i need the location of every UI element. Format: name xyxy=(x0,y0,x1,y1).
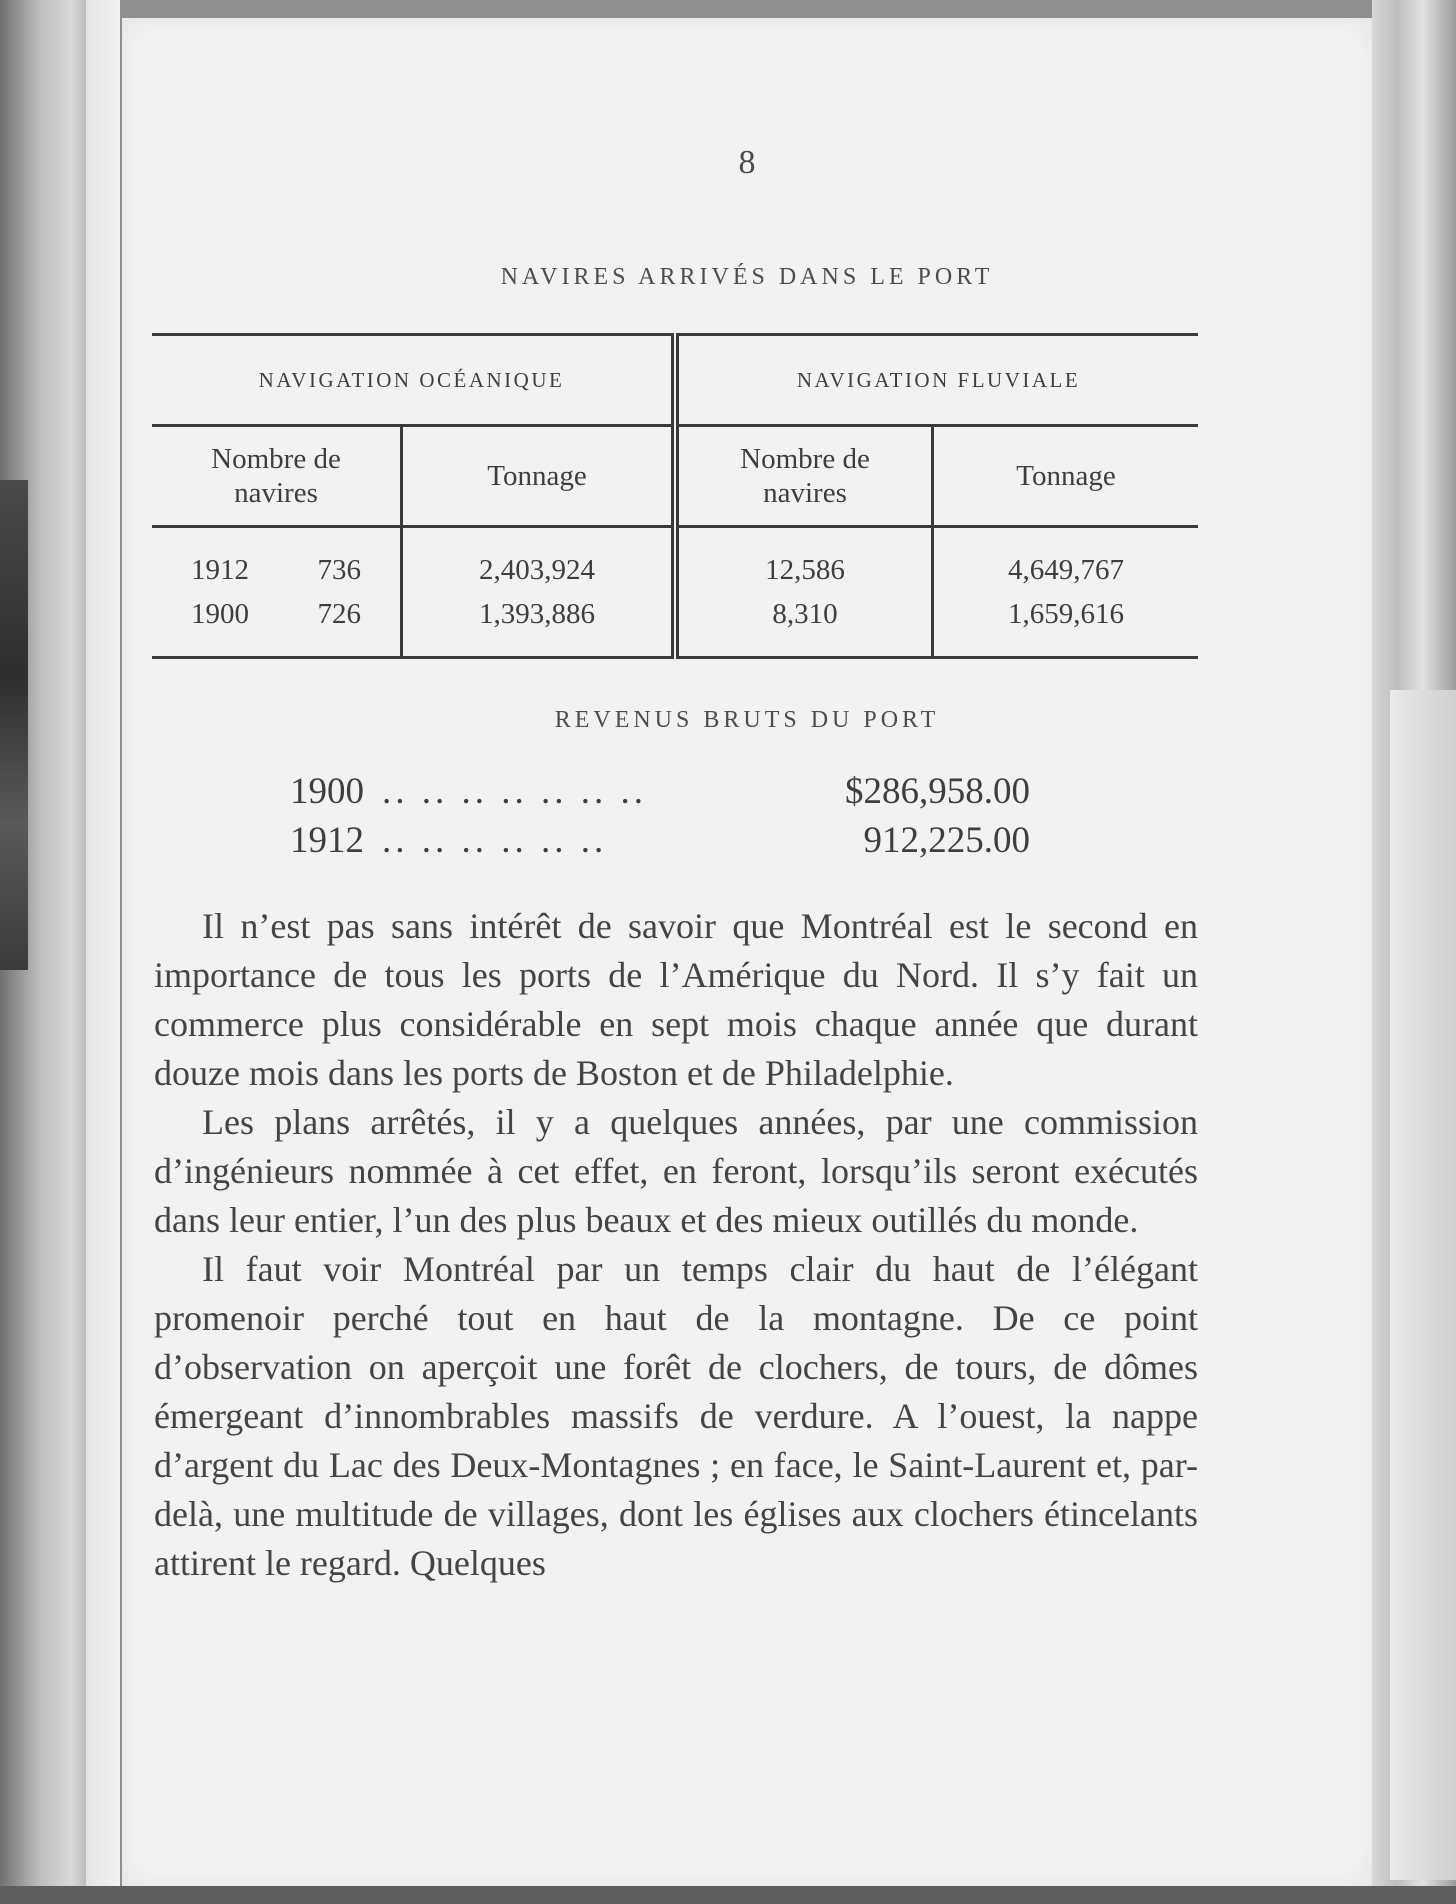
cell-river-ships: 12,586 xyxy=(675,527,933,593)
table-row xyxy=(152,527,1198,593)
cell-river-ships: 8,310 xyxy=(675,592,933,658)
left-page-photo-fragment xyxy=(0,480,28,970)
group-header-ocean: NAVIGATION OCÉANIQUE xyxy=(152,335,675,426)
cell-ocean-ships: 1900 726 xyxy=(152,592,402,658)
leader-dots: .. .. .. .. .. .. xyxy=(382,820,608,861)
group-header-river: NAVIGATION FLUVIALE xyxy=(675,335,1198,426)
col-header-ocean-tonnage: Tonnage xyxy=(402,426,676,527)
book-page xyxy=(122,18,1372,1886)
cell-river-tonnage: 1,659,616 xyxy=(1008,597,1124,630)
revenue-year: 1900 xyxy=(290,771,364,812)
list-item xyxy=(290,819,1030,868)
col-header-ocean-ships: Nombre de navires xyxy=(152,426,402,527)
list-item xyxy=(290,770,1030,819)
revenue-year: 1912 xyxy=(290,820,364,861)
body-text xyxy=(154,902,1198,1588)
cell-ocean-tonnage: 2,403,924 xyxy=(402,527,676,593)
col-header-river-ships: Nombre de navires xyxy=(675,426,933,527)
page-number: 8 xyxy=(738,144,756,181)
revenue-amount: $286,958.00 xyxy=(845,771,1030,812)
page-gutter xyxy=(86,0,120,1904)
revenue-list xyxy=(290,770,1030,868)
col-header-river-tonnage: Tonnage xyxy=(933,426,1199,527)
table-row xyxy=(152,592,1198,658)
ships-table-title: NAVIRES ARRIVÉS DANS LE PORT xyxy=(500,264,994,290)
paragraph: Les plans arrêtés, il y a quelques années, par une commission d’ingénieurs nommée à cet effet, en feront, lorsqu’ils seront exécutés dans leur entier, l’un des plus beaux et des mieux outillés du monde. xyxy=(154,1102,1198,1240)
bottom-edge xyxy=(0,1886,1456,1904)
ships-arrived-table xyxy=(152,333,1198,659)
right-book-pages xyxy=(1390,690,1456,1880)
leader-dots: .. .. .. .. .. .. .. xyxy=(382,771,647,812)
cell-river-tonnage: 4,649,767 xyxy=(1008,553,1124,586)
revenue-amount: 912,225.00 xyxy=(863,820,1030,861)
paragraph: Il n’est pas sans intérêt de savoir que Montréal est le second en importance de tous les ports de l’Amérique du Nord. Il s’y fait un commerce plus considérable en sept mois chaque année que durant douze mois dans les ports de Boston et de Philadelphie. xyxy=(154,906,1198,1093)
revenue-title: REVENUS BRUTS DU PORT xyxy=(554,707,940,733)
cell-ocean-tonnage: 1,393,886 xyxy=(402,592,676,658)
paragraph: Il faut voir Montréal par un temps clair du haut de l’élégant promenoir perché tout en haut de la montagne. De ce point d’observation on aperçoit une forêt de clochers, de tours, de dômes émergeant d’innombrables massifs de verdure. A l’ouest, la nappe d’argent du Lac des Deux-Montagnes ; en face, le Saint-Laurent et, par-delà, une multitude de villages, dont les églises aux clochers étincelants attirent le regard. Quelques xyxy=(154,1249,1198,1583)
cell-ocean-ships: 1912 736 xyxy=(152,527,402,593)
